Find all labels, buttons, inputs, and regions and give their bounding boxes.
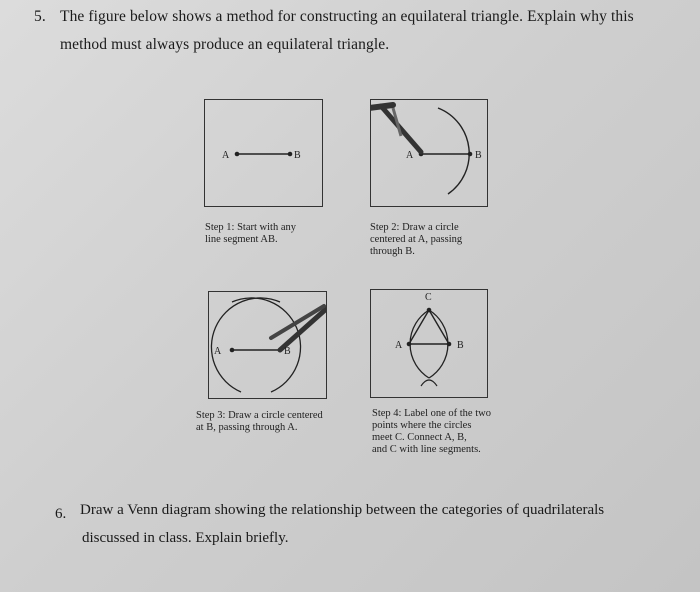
- label-b: B: [294, 150, 301, 161]
- label-b: B: [284, 346, 291, 357]
- label-a: A: [214, 346, 222, 357]
- step-2-caption: [370, 222, 462, 258]
- label-b: B: [475, 150, 482, 161]
- label-c: C: [425, 292, 432, 303]
- point-b: [468, 152, 473, 157]
- label-a: A: [395, 340, 403, 351]
- step-2-figure: [370, 99, 488, 207]
- label-a: A: [406, 150, 414, 161]
- caption-line: through B.: [370, 246, 415, 257]
- caption-line: line segment AB.: [205, 234, 278, 245]
- caption-line: and C with line segments.: [372, 444, 481, 455]
- question-5-line-1: The figure below shows a method for constructing an equilateral triangle. Explain why this: [60, 8, 634, 25]
- question-5-line-2: method must always produce an equilateral triangle.: [60, 36, 390, 53]
- question-5-number: 5.: [34, 8, 46, 25]
- circle-arc-a: [232, 298, 301, 392]
- step-1-caption: [205, 222, 296, 246]
- segment-ac: [409, 310, 429, 344]
- circle-arc-b: [211, 298, 280, 392]
- compass-icon: [371, 105, 421, 152]
- step-1-drawing: [205, 100, 322, 206]
- segment-bc: [429, 310, 449, 344]
- caption-line: meet C. Connect A, B,: [372, 432, 467, 443]
- caption-line: at B, passing through A.: [196, 422, 298, 433]
- caption-line: Step 1: Start with any: [205, 222, 296, 233]
- step-2-drawing: [371, 100, 487, 206]
- label-a: A: [222, 150, 230, 161]
- question-6-line-1: Draw a Venn diagram showing the relationship between the categories of quadrilaterals: [80, 502, 605, 518]
- question-6-number: 6.: [55, 506, 67, 522]
- step-4-caption: [372, 408, 491, 456]
- caption-line: centered at A, passing: [370, 234, 463, 245]
- step-3-figure: [208, 291, 327, 399]
- step-4-figure: [370, 289, 488, 398]
- circle-arc-a: [438, 108, 469, 194]
- point-b: [447, 342, 452, 347]
- caption-line: Step 4: Label one of the two: [372, 408, 491, 419]
- point-c: [427, 308, 432, 313]
- step-4-drawing: [371, 290, 487, 397]
- step-3-drawing: [209, 292, 326, 398]
- point-a: [407, 342, 412, 347]
- caption-line: points where the circles: [372, 420, 472, 431]
- question-6-line-2: discussed in class. Explain briefly.: [82, 530, 289, 546]
- label-b: B: [457, 340, 464, 351]
- caption-line: Step 3: Draw a circle centered: [196, 410, 323, 421]
- step-1-figure: [204, 99, 323, 207]
- point-b: [288, 152, 293, 157]
- step-3-caption: [196, 410, 323, 434]
- caption-line: Step 2: Draw a circle: [370, 222, 459, 233]
- point-a: [235, 152, 240, 157]
- point-a: [230, 348, 235, 353]
- lower-intersection-arc: [421, 380, 437, 386]
